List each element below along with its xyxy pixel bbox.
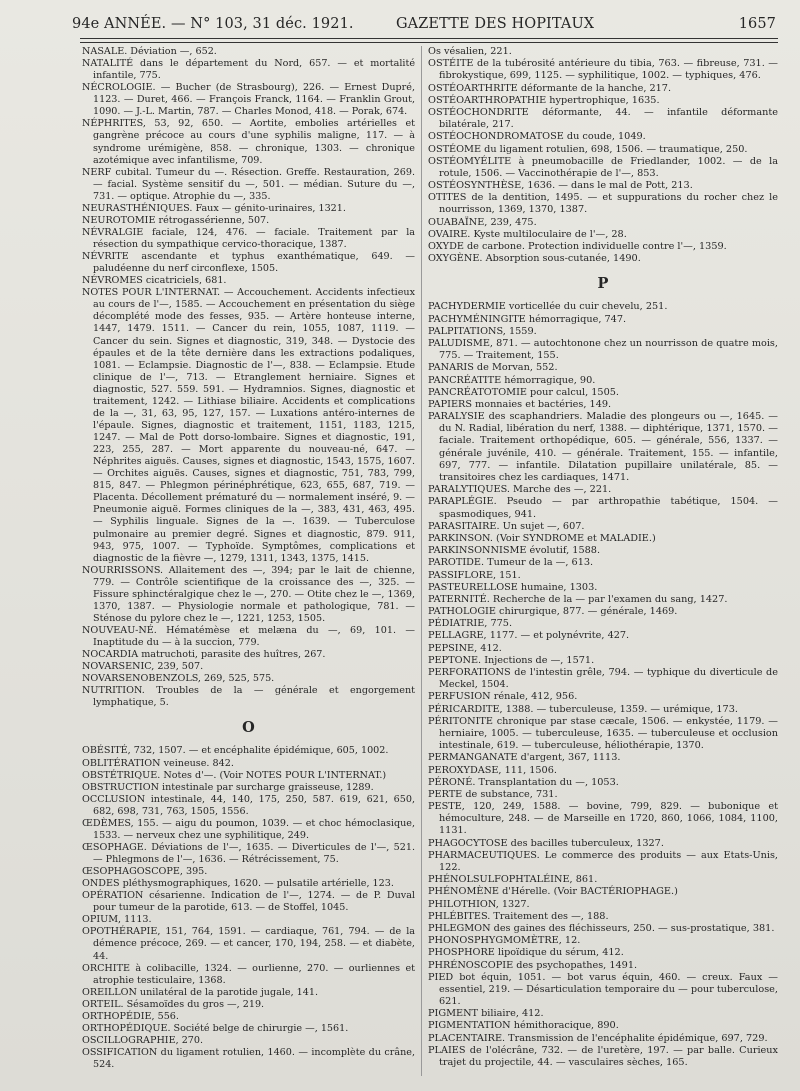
right-column — [428, 46, 778, 1069]
index-entry: OREILLON unilatéral de la parotide jugale, 141. — [82, 986, 319, 998]
index-entry: PHILOTHION, 1327. — [428, 898, 530, 910]
index-entry: ŒSOPHAGE. Déviations de l'—, 1635. — Diverticules de l'—, 521. — Phlegmons de l'—, 1636. — Rétrécissement, 75. — [82, 841, 415, 865]
index-entry: PHLÉBITES. Traitement des —, 188. — [428, 910, 609, 922]
index-entry: NOUVEAU-NÉ. Hématémèse et melæna du —, 69, 101. — Inaptitude du — à la succion, 779. — [82, 625, 415, 649]
column-divider — [421, 46, 422, 1076]
index-entry: NOVARSENOBENZOLS, 269, 525, 575. — [82, 673, 275, 685]
index-entry: PEPSINE, 412. — [428, 642, 502, 654]
index-entry: NASALE. Déviation —, 652. — [82, 46, 217, 57]
index-entry: PÉRICARDITE, 1388. — tuberculeuse, 1359. — urémique, 173. — [428, 703, 738, 715]
index-entry: OSSIFICATION du ligament rotulien, 1460. — incomplète du crâne, 524. — [82, 1047, 415, 1071]
index-entry: PANCRÉATOTOMIE pour calcul, 1505. — [428, 386, 619, 398]
index-entry: ORTHOPÉDIQUE. Société belge de chirurgie —, 1561. — [82, 1022, 349, 1034]
issue-info: 94e ANNÉE. — N° 103, 31 déc. 1921. — [72, 16, 354, 32]
index-entry: OBSTRUCTION intestinale par surcharge graisseuse, 1289. — [82, 781, 374, 793]
index-entry: NÉCROLOGIE. — Bucher (de Strasbourg), 226. — Ernest Dupré, 1123. — Duret, 466. — François Franck, 1164. — Franklin Grout, 1090. — J.-L. Martin, 787. — Charles Monod, 418. — Porak, 674. — [82, 82, 415, 118]
index-entry: OSTÉOSYNTHÈSE, 1636. — dans le mal de Pott, 213. — [428, 180, 693, 192]
index-entry: OSTÉOCHONDROMATOSE du coude, 1049. — [428, 131, 646, 143]
index-entry: PEPTONE. Injections de —, 1571. — [428, 654, 595, 666]
index-entry: PAPIERS monnaies et bactéries, 149. — [428, 398, 612, 410]
index-entry: PERFORATIONS de l'intestin grêle, 794. — typhique du diverticule de Meckel, 1504. — [428, 667, 778, 691]
index-entry: PIED bot équin, 1051. — bot varus équin, 460. — creux. Faux — essentiel, 219. — Désarticulation temporaire du — pour tuberculose, 621. — [428, 971, 778, 1008]
index-entry: PHAGOCYTOSE des bacilles tuberculeux, 1327. — [428, 837, 664, 849]
index-entry: PÉRONÉ. Transplantation du —, 1053. — [428, 776, 619, 788]
index-entry: OSCILLOGRAPHIE, 270. — [82, 1034, 204, 1046]
index-entry: PARKINSON. (Voir SYNDROME et MALADIE.) — [428, 532, 656, 544]
index-entry: OCCLUSION intestinale, 44, 140, 175, 250, 587. 619, 621, 650, 682, 698, 731, 763, 1505, 1556. — [82, 793, 415, 817]
index-entry: PERTE de substance, 731. — [428, 788, 558, 800]
index-entry: NOVARSENIC, 239, 507. — [82, 661, 204, 673]
index-entry: PANCRÉATITE hémorragique, 90. — [428, 374, 596, 386]
index-entry: NUTRITION. Troubles de la — générale et engorgement lymphatique, 5. — [82, 685, 415, 709]
index-entry: Os vésalien, 221. — [428, 46, 512, 57]
header-rule — [80, 38, 778, 39]
index-entry: PARALYSIE des scaphandriers. Maladie des plongeurs ou —, 1645. — du N. Radial, libération du nerf, 1388. — diphtérique, 1371, 1570. — faciale. Traitement orthopédique, 605. — générale, 556, 1337. — générale juvénile, 410. — générale. Traitement, 155. — infantile, 697, 777. — infantile. Dilatation pupillaire unilatérale, 85. — transitoires chez les cardiaques, 1471. — [428, 411, 778, 483]
index-entry: PHONOSPHYGMOMÈTRE, 12. — [428, 935, 581, 947]
index-entry: NÉVROMES cicatriciels, 681. — [82, 275, 227, 287]
index-entry: OTITES de la dentition, 1495. — et suppurations du rocher chez le nourrisson, 1369, 1370, 1387. — [428, 192, 778, 216]
index-entry: NOURRISSONS. Allaitement des —, 394; par le lait de chienne, 779. — Contrôle scientifique de la croissance des —, 325. — Fissure sphinctéralgique chez le —, 270. — Otite chez le —, 1369, 1370, 1387. — Physiologie normale et pathologique, 781. — Sténose du pylore chez le —, 1221, 1253, 1505. — [82, 564, 415, 624]
index-entry: PIGMENTATION hémithoracique, 890. — [428, 1020, 619, 1032]
index-entry: PACHYMÉNINGITE hémorragique, 747. — [428, 313, 627, 325]
index-entry: OUABAÏNE, 239, 475. — [428, 216, 537, 228]
index-entry: PALPITATIONS, 1559. — [428, 325, 537, 337]
index-entry: OXYDE de carbone. Protection individuelle contre l'—, 1359. — [428, 241, 727, 252]
index-entry: PASSIFLORE, 151. — [428, 569, 521, 581]
index-entry: PACHYDERMIE vorticellée du cuir chevelu, 251. — [428, 301, 668, 313]
index-entry: OVAIRE. Kyste multiloculaire de l'—, 28. — [428, 228, 627, 240]
index-entry: PHOSPHORE lipoïdique du sérum, 412. — [428, 947, 624, 959]
index-entry: PHÉNOMÈNE d'Hérelle. (Voir BACTÉRIOPHAGE.) — [428, 886, 678, 898]
index-entry: ONDES pléthysmographiques, 1620. — pulsatile artérielle, 123. — [82, 878, 394, 890]
index-entry: OSTÉOARTHRITE déformante de la hanche, 217. — [428, 82, 672, 94]
index-entry: PERMANGANATE d'argent, 367, 1113. — [428, 752, 621, 764]
section-letter: O — [242, 719, 255, 737]
index-entry: NEUROTOMIE rétrogassérienne, 507. — [82, 214, 270, 226]
index-entry: PARALYTIQUES. Marche des —, 221. — [428, 484, 612, 496]
index-entry: PAROTIDE. Tumeur de la —, 613. — [428, 557, 594, 569]
page-header — [70, 14, 776, 38]
index-entry: ORTHOPÉDIE, 556. — [82, 1010, 179, 1022]
index-entry: OSTÉOME du ligament rotulien, 698, 1506. — traumatique, 250. — [428, 143, 748, 155]
index-entry: OBLITÉRATION veineuse. 842. — [82, 757, 234, 769]
index-entry: ORCHITE à colibacille, 1324. — ourlienne, 270. — ourliennes et atrophie testiculaire, 1368. — [82, 962, 415, 986]
index-entry: NEURASTHÉNIQUES. Faux — génito-urinaires, 1321. — [82, 202, 346, 214]
index-entry: PARAPLÉGIE. Pseudo — par arthropathie tabétique, 1504. — spasmodiques, 941. — [428, 496, 778, 520]
index-entry: PATERNITÉ. Recherche de la — par l'examen du sang, 1427. — [428, 593, 728, 605]
index-entry: ŒDÈMES, 155. — aigu du poumon, 1039. — et choc hémoclasique, 1533. — nerveux chez une syphilitique, 249. — [82, 817, 415, 841]
index-entry: PÉRITONITE chronique par stase cæcale, 1506. — enkystée, 1179. — herniaire, 1005. — tuberculeuse, 1635. — tuberculeuse et occlusion intestinale, 619. — tuberculeuse, héliothérapie, 1370. — [428, 715, 778, 752]
index-entry: OSTÉITE de la tubérosité antérieure du tibia, 763. — fibreuse, 731. — fibrokystique, 699, 1125. — syphilitique, 1002. — typhiques, 476. — [428, 58, 778, 82]
index-entry: OPIUM, 1113. — [82, 914, 152, 926]
index-entry: PESTE, 120, 249, 1588. — bovine, 799, 829. — bubonique et hémoculture, 248. — de Marseille en 1720, 860, 1066, 1084, 1100, 1131. — [428, 801, 778, 837]
index-entry: OSTÉOCHONDRITE déformante, 44. — infantile déformante bilatérale, 217. — [428, 106, 778, 131]
index-entry: OXYGÈNE. Absorption sous-cutanée, 1490. — [428, 253, 641, 265]
index-entry: PHÉNOLSULFOPHTALÉINE, 861. — [428, 874, 598, 886]
index-entry: NOTES POUR L'INTERNAT. — Accouchement. Accidents infectieux au cours de l'—, 1585. — Accouchement en présentation du siège décomplété mode des fesses, 935. — Artère honteuse interne, 1447, 1479. 1511. — Cancer du rein, 1055, 1087, 1119. — Cancer du sein. Signes et diagnostic, 319, 348. — Dystocie des épaules et de la tête dernière dans les extractions podaliques, 1081. — Eclampsie. Diagnostic de l'—, 838. — Eclampsie. Etude clinique de l'—, 713. — Etranglement herniaire. Signes et diagnostic, 527. 559. 591. — Hydramnios. Signes, diagnostic et traitement, 1242. — Lithiase biliaire. Accidents et complications de la —, 31, 63, 95, 127, 157. — Luxations antéro-internes de l'épaule. Signes, diagnostic et traitement, 1151, 1183, 1215, 1247. — Mal de Pott dorso-lombaire. Signes et diagnostic, 191, 223, 255, 287. — Mort apparente du nouveau-né, 647. — Néphrites aiguës. Causes, signes et diagnostic, 1543, 1575, 1607. — Orchites aiguës. Causes, signes et diagnostic, 751, 783, 799, 815, 847. — Phlegmon périnéphrétique, 623, 655, 687, 719. — Placenta. Décollement prématuré du — normalement inséré, 9. — Pneumonie aiguë. Formes cliniques de la —, 383, 431, 463, 495. — Syphilis linguale. Signes de la —. 1639. — Tuberculose pulmonaire au premier degré. Signes et diagnostic, 879. 911, 943, 975, 1007. — Typhoïde. Symptômes, complications et diagnostic de la fièvre —, 1279, 1311, 1343, 1375, 1415. — [82, 287, 415, 564]
index-entry: OBÉSITÉ, 732, 1507. — et encéphalite épidémique, 605, 1002. — [82, 745, 389, 757]
left-column — [82, 46, 415, 1071]
index-entry: ORTEIL. Sésamoïdes du gros —, 219. — [82, 998, 265, 1010]
index-entry: PATHOLOGIE chirurgique, 877. — générale, 1469. — [428, 606, 678, 618]
journal-title: GAZETTE DES HOPITAUX — [396, 16, 595, 32]
index-entry: NATALITÉ dans le département du Nord, 657. — et mortalité infantile, 775. — [82, 58, 415, 82]
index-entry: NÉVRALGIE faciale, 124, 476. — faciale. Traitement par la résection du sympathique cervico-thoracique, 1387. — [82, 226, 415, 250]
page-number: 1657 — [738, 16, 776, 32]
index-entry: NÉPHRITES, 53, 92, 650. — Aortite, embolies artérielles et gangrène précoce au cours d'une syphilis maligne, 117. — à syndrome urémigène, 858. — chronique, 1303. — chronique azotémique avec infantilisme, 709. — [82, 118, 415, 166]
index-entry: PASTEURELLOSE humaine, 1303. — [428, 581, 598, 593]
index-entry: PHLEGMON des gaines des fléchisseurs, 250. — sus-prostatique, 381. — [428, 922, 775, 934]
index-entry: OBSTÉTRIQUE. Notes d'—. (Voir NOTES POUR L'INTERNAT.) — [82, 769, 387, 781]
header-rule — [80, 42, 778, 43]
index-entry: PLACENTAIRE. Transmission de l'encéphalite épidémique, 697, 729. — [428, 1032, 768, 1044]
index-entry: NÉVRITE ascendante et typhus exanthématique, 649. — paludéenne du nerf circonflexe, 1505. — [82, 251, 415, 275]
index-entry: PIGMENT biliaire, 412. — [428, 1008, 544, 1020]
index-entry: PHRÉNOSCOPIE des psychopathes, 1491. — [428, 959, 638, 971]
index-entry: PANARIS de Morvan, 552. — [428, 362, 558, 374]
index-entry: NERF cubital. Tumeur du —. Résection. Greffe. Restauration, 269. — facial. Système sensitif du —, 501. — médian. Suture du —, 731. — optique. Atrophie du —, 335. — [82, 166, 415, 202]
index-entry: NOCARDIA matruchoti, parasite des huîtres, 267. — [82, 649, 326, 661]
index-entry: PELLAGRE, 1177. — et polynévrite, 427. — [428, 630, 630, 642]
index-entry: OPÉRATION césarienne. Indication de l'—, 1274. — de P. Duval pour tumeur de la parotide, 613. — de Stoffel, 1045. — [82, 890, 415, 914]
index-entry: PERFUSION rénale, 412, 956. — [428, 691, 578, 703]
index-entry: PALUDISME, 871. — autochtonone chez un nourrisson de quatre mois, 775. — Traitement, 155. — [428, 337, 778, 362]
index-entry: PÉDIATRIE, 775. — [428, 618, 513, 630]
index-entry: PHARMACEUTIQUES. Le commerce des produits — aux Etats-Unis, 122. — [428, 849, 778, 873]
index-entry: ŒSOPHAGOSCOPE, 395. — [82, 866, 208, 878]
index-entry: PARKINSONNISME évolutif, 1588. — [428, 545, 601, 557]
index-entry: PARASITAIRE. Un sujet —, 607. — [428, 520, 585, 532]
index-entry: OPOTHÉRAPIE, 151, 764, 1591. — cardiaque, 761, 794. — de la démence précoce, 269. — et cancer, 170, 194, 258. — et diabète, 44. — [82, 926, 415, 962]
index-entry: OSTÉOMYÉLITE à pneumobacille de Friedlander, 1002. — de la rotule, 1506. — Vaccinothérapie de l'—, 853. — [428, 155, 778, 179]
index-entry: PEROXYDASE, 111, 1506. — [428, 764, 557, 776]
index-entry: OSTÉOARTHROPATHIE hypertrophique, 1635. — [428, 94, 660, 106]
index-entry: PLAIES de l'olécrâne, 732. — de l'uretère, 197. — par balle. Curieux trajet du projectile, 44. — vasculaires sèches, 165. — [428, 1044, 778, 1068]
section-letter: P — [597, 275, 609, 293]
